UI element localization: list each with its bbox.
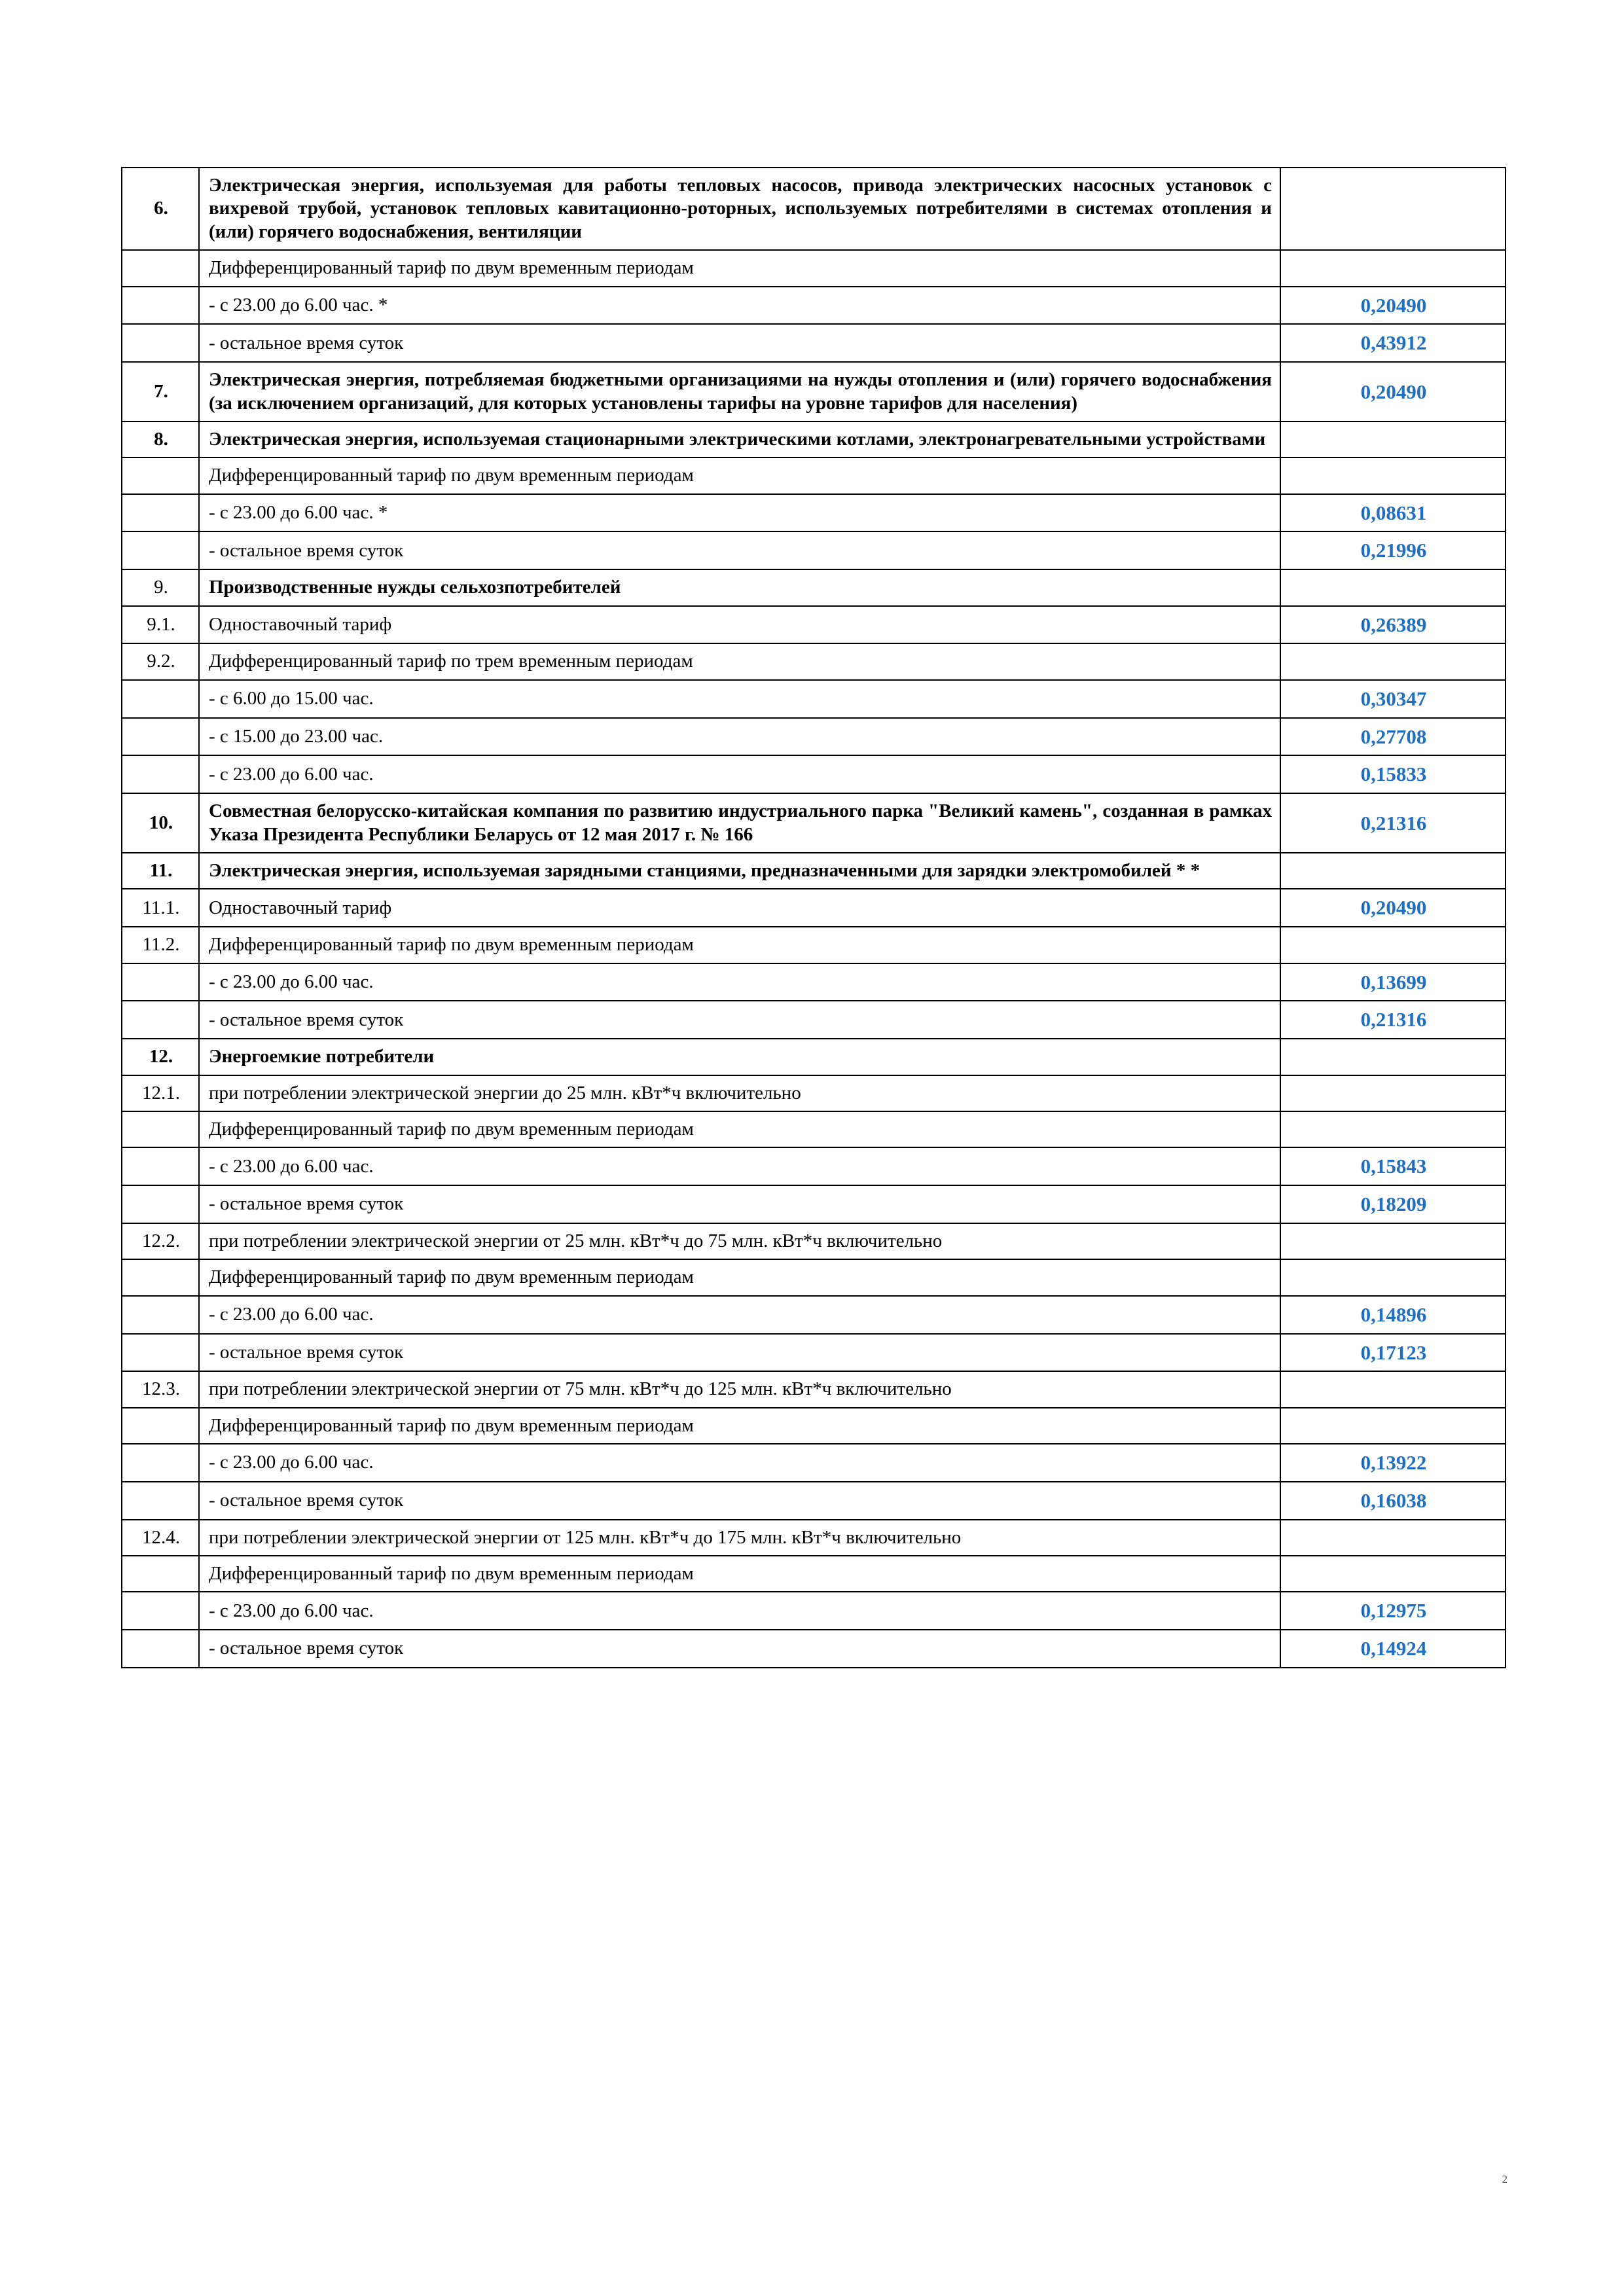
- row-tariff-value-cell: 0,43912: [1280, 324, 1506, 362]
- row-tariff-value-cell: [1280, 168, 1506, 250]
- row-number-cell: 12.4.: [122, 1520, 199, 1556]
- row-tariff-value-cell: 0,21316: [1280, 1001, 1506, 1039]
- row-number-cell: 9.1.: [122, 606, 199, 644]
- row-description-cell: Дифференцированный тариф по двум временным периодам: [199, 1259, 1280, 1295]
- table-row: [122, 680, 1506, 718]
- table-row: [122, 1147, 1506, 1185]
- row-tariff-value-cell: [1280, 250, 1506, 286]
- row-description-cell: Дифференцированный тариф по трем временным периодам: [199, 643, 1280, 679]
- table-row: [122, 168, 1506, 250]
- row-tariff-value-cell: 0,21316: [1280, 793, 1506, 853]
- row-number-cell: [122, 1444, 199, 1482]
- table-row: [122, 927, 1506, 963]
- row-description-cell: Дифференцированный тариф по двум временным периодам: [199, 457, 1280, 493]
- row-description-cell: - с 23.00 до 6.00 час.: [199, 1296, 1280, 1334]
- row-tariff-value-cell: [1280, 1223, 1506, 1259]
- row-description-cell: - с 23.00 до 6.00 час.: [199, 1592, 1280, 1630]
- row-description-cell: - с 23.00 до 6.00 час.: [199, 963, 1280, 1001]
- table-row: [122, 1039, 1506, 1075]
- row-number-cell: [122, 1296, 199, 1334]
- row-tariff-value-cell: [1280, 422, 1506, 457]
- row-number-cell: [122, 457, 199, 493]
- row-tariff-value-cell: 0,21996: [1280, 531, 1506, 569]
- row-description-cell: при потреблении электрической энергии от 125 млн. кВт*ч до 175 млн. кВт*ч включительно: [199, 1520, 1280, 1556]
- row-description-cell: Электрическая энергия, используемая для работы тепловых насосов, привода электрических насосных установок с вихревой трубой, установок тепловых кавитационно-роторных, используемых потребителями в системах отопления и (или) горячего водоснабжения, вентиляции: [199, 168, 1280, 250]
- row-description-cell: - с 15.00 до 23.00 час.: [199, 718, 1280, 756]
- row-description-cell: Дифференцированный тариф по двум временным периодам: [199, 250, 1280, 286]
- table-row: [122, 494, 1506, 532]
- row-number-cell: 11.1.: [122, 889, 199, 927]
- row-number-cell: 8.: [122, 422, 199, 457]
- row-number-cell: [122, 1111, 199, 1147]
- row-tariff-value-cell: [1280, 569, 1506, 605]
- row-description-cell: - остальное время суток: [199, 1001, 1280, 1039]
- row-number-cell: 6.: [122, 168, 199, 250]
- table-row: [122, 1185, 1506, 1223]
- row-number-cell: [122, 1147, 199, 1185]
- table-row: [122, 718, 1506, 756]
- row-description-cell: - с 23.00 до 6.00 час.: [199, 1444, 1280, 1482]
- row-number-cell: [122, 250, 199, 286]
- row-tariff-value-cell: 0,20490: [1280, 889, 1506, 927]
- row-tariff-value-cell: [1280, 1556, 1506, 1592]
- row-tariff-value-cell: 0,18209: [1280, 1185, 1506, 1223]
- row-tariff-value-cell: 0,20490: [1280, 287, 1506, 325]
- row-tariff-value-cell: 0,15833: [1280, 755, 1506, 793]
- row-number-cell: [122, 755, 199, 793]
- row-number-cell: [122, 1408, 199, 1444]
- table-row: [122, 531, 1506, 569]
- page-number: 2: [1502, 2173, 1507, 2185]
- row-description-cell: - с 23.00 до 6.00 час. *: [199, 494, 1280, 532]
- row-description-cell: при потреблении электрической энергии до 25 млн. кВт*ч включительно: [199, 1075, 1280, 1111]
- row-description-cell: - с 6.00 до 15.00 час.: [199, 680, 1280, 718]
- table-row: [122, 1556, 1506, 1592]
- row-description-cell: - остальное время суток: [199, 324, 1280, 362]
- row-number-cell: [122, 324, 199, 362]
- row-description-cell: Одноставочный тариф: [199, 606, 1280, 644]
- row-tariff-value-cell: [1280, 1039, 1506, 1075]
- row-tariff-value-cell: 0,14896: [1280, 1296, 1506, 1334]
- row-tariff-value-cell: 0,13922: [1280, 1444, 1506, 1482]
- table-row: [122, 853, 1506, 889]
- row-number-cell: 12.3.: [122, 1371, 199, 1407]
- row-description-cell: - остальное время суток: [199, 1482, 1280, 1520]
- row-tariff-value-cell: [1280, 643, 1506, 679]
- row-description-cell: при потреблении электрической энергии от 75 млн. кВт*ч до 125 млн. кВт*ч включительно: [199, 1371, 1280, 1407]
- row-number-cell: [122, 718, 199, 756]
- table-row: [122, 1111, 1506, 1147]
- row-tariff-value-cell: 0,20490: [1280, 362, 1506, 422]
- row-tariff-value-cell: [1280, 853, 1506, 889]
- row-tariff-value-cell: 0,08631: [1280, 494, 1506, 532]
- row-tariff-value-cell: [1280, 1075, 1506, 1111]
- table-row: [122, 606, 1506, 644]
- row-description-cell: - остальное время суток: [199, 1630, 1280, 1668]
- row-number-cell: [122, 287, 199, 325]
- row-description-cell: - с 23.00 до 6.00 час. *: [199, 287, 1280, 325]
- table-row: [122, 963, 1506, 1001]
- row-description-cell: Совместная белорусско-китайская компания по развитию индустриального парка "Великий камень", созданная в рамках Указа Президента Республики Беларусь от 12 мая 2017 г. № 166: [199, 793, 1280, 853]
- table-row: [122, 1482, 1506, 1520]
- table-row: [122, 362, 1506, 422]
- row-description-cell: Электрическая энергия, используемая стационарными электрическими котлами, электронагревательными устройствами: [199, 422, 1280, 457]
- table-row: [122, 889, 1506, 927]
- table-row: [122, 287, 1506, 325]
- row-tariff-value-cell: 0,30347: [1280, 680, 1506, 718]
- table-row: [122, 324, 1506, 362]
- row-description-cell: Дифференцированный тариф по двум временным периодам: [199, 1408, 1280, 1444]
- row-number-cell: [122, 1185, 199, 1223]
- table-row: [122, 422, 1506, 457]
- table-row: [122, 250, 1506, 286]
- row-tariff-value-cell: [1280, 1520, 1506, 1556]
- table-row: [122, 755, 1506, 793]
- row-number-cell: 12.: [122, 1039, 199, 1075]
- row-tariff-value-cell: 0,27708: [1280, 718, 1506, 756]
- row-number-cell: [122, 680, 199, 718]
- row-description-cell: Одноставочный тариф: [199, 889, 1280, 927]
- row-tariff-value-cell: 0,12975: [1280, 1592, 1506, 1630]
- row-tariff-value-cell: [1280, 1408, 1506, 1444]
- row-tariff-value-cell: 0,14924: [1280, 1630, 1506, 1668]
- table-row: [122, 793, 1506, 853]
- table-row: [122, 1223, 1506, 1259]
- row-description-cell: Дифференцированный тариф по двум временным периодам: [199, 927, 1280, 963]
- table-row: [122, 1408, 1506, 1444]
- row-description-cell: Производственные нужды сельхозпотребителей: [199, 569, 1280, 605]
- row-number-cell: 12.1.: [122, 1075, 199, 1111]
- table-row: [122, 457, 1506, 493]
- row-tariff-value-cell: 0,26389: [1280, 606, 1506, 644]
- row-number-cell: [122, 1630, 199, 1668]
- tariffs-table: [121, 167, 1506, 1668]
- table-row: [122, 1296, 1506, 1334]
- row-number-cell: [122, 1592, 199, 1630]
- row-number-cell: 10.: [122, 793, 199, 853]
- row-number-cell: [122, 1482, 199, 1520]
- table-row: [122, 1334, 1506, 1372]
- row-description-cell: Электрическая энергия, потребляемая бюджетными организациями на нужды отопления и (или) горячего водоснабжения (за исключением организаций, для которых установлены тарифы на уровне тарифов для населения): [199, 362, 1280, 422]
- row-description-cell: при потреблении электрической энергии от 25 млн. кВт*ч до 75 млн. кВт*ч включительно: [199, 1223, 1280, 1259]
- table-row: [122, 1630, 1506, 1668]
- row-number-cell: [122, 531, 199, 569]
- row-description-cell: - с 23.00 до 6.00 час.: [199, 1147, 1280, 1185]
- row-description-cell: Энергоемкие потребители: [199, 1039, 1280, 1075]
- table-row: [122, 1075, 1506, 1111]
- row-number-cell: [122, 1334, 199, 1372]
- row-description-cell: - остальное время суток: [199, 1334, 1280, 1372]
- row-number-cell: 11.: [122, 853, 199, 889]
- row-tariff-value-cell: 0,15843: [1280, 1147, 1506, 1185]
- row-number-cell: 9.: [122, 569, 199, 605]
- row-tariff-value-cell: [1280, 457, 1506, 493]
- row-description-cell: Электрическая энергия, используемая зарядными станциями, предназначенными для зарядки электромобилей * *: [199, 853, 1280, 889]
- table-row: [122, 1592, 1506, 1630]
- row-number-cell: [122, 1259, 199, 1295]
- tariffs-table-body: [122, 168, 1506, 1668]
- row-tariff-value-cell: [1280, 1371, 1506, 1407]
- table-row: [122, 1371, 1506, 1407]
- table-row: [122, 1001, 1506, 1039]
- table-row: [122, 1520, 1506, 1556]
- row-tariff-value-cell: [1280, 927, 1506, 963]
- row-number-cell: [122, 1556, 199, 1592]
- row-description-cell: - остальное время суток: [199, 1185, 1280, 1223]
- row-number-cell: [122, 494, 199, 532]
- row-number-cell: [122, 963, 199, 1001]
- row-tariff-value-cell: 0,16038: [1280, 1482, 1506, 1520]
- row-description-cell: Дифференцированный тариф по двум временным периодам: [199, 1556, 1280, 1592]
- row-tariff-value-cell: [1280, 1259, 1506, 1295]
- row-description-cell: - с 23.00 до 6.00 час.: [199, 755, 1280, 793]
- row-description-cell: Дифференцированный тариф по двум временным периодам: [199, 1111, 1280, 1147]
- row-number-cell: 7.: [122, 362, 199, 422]
- table-row: [122, 643, 1506, 679]
- table-row: [122, 1444, 1506, 1482]
- row-number-cell: [122, 1001, 199, 1039]
- row-number-cell: 12.2.: [122, 1223, 199, 1259]
- table-row: [122, 1259, 1506, 1295]
- row-number-cell: 11.2.: [122, 927, 199, 963]
- row-tariff-value-cell: [1280, 1111, 1506, 1147]
- row-tariff-value-cell: 0,17123: [1280, 1334, 1506, 1372]
- row-tariff-value-cell: 0,13699: [1280, 963, 1506, 1001]
- table-row: [122, 569, 1506, 605]
- row-description-cell: - остальное время суток: [199, 531, 1280, 569]
- row-number-cell: 9.2.: [122, 643, 199, 679]
